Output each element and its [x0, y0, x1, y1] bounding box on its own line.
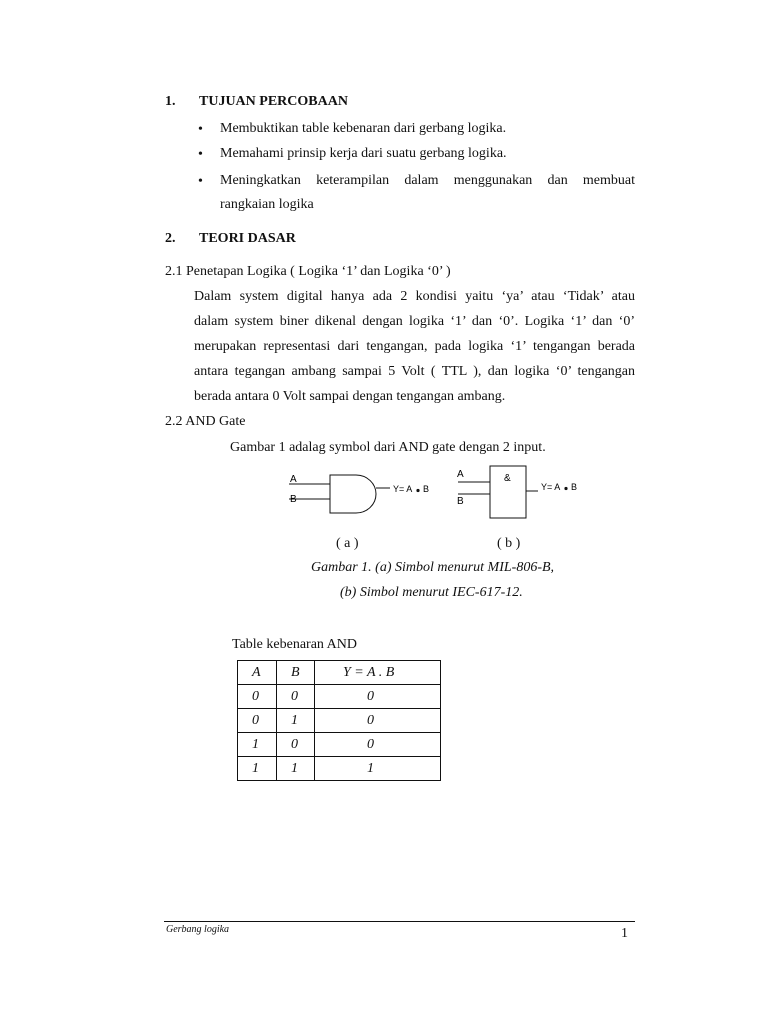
table-header-cell: B	[277, 661, 315, 685]
figure-label-b: ( b )	[497, 536, 521, 551]
truth-table	[237, 660, 441, 781]
objective-item-continuation: rangkaian logika	[220, 197, 314, 212]
figure-label-a: ( a )	[336, 536, 359, 551]
and-gate-mil-symbol	[289, 474, 429, 513]
footer-title: Gerbang logika	[166, 924, 230, 935]
table-row	[238, 733, 441, 757]
gate-b-and-symbol: &	[504, 473, 511, 484]
section-2-number: 2.	[165, 231, 176, 246]
objective-item: Meningkatkan keterampilan dalam menggunakan dan membuat	[220, 173, 635, 188]
paragraph-line: berada antara 0 Volt sampai dengan tengangan ambang.	[194, 389, 506, 404]
paragraph-line: dalam system biner dikenal dengan logika ‘1’ dan ‘0’. Logika ‘1’ dan ‘0’	[194, 314, 635, 329]
subsection-2-2-heading: 2.2 AND Gate	[165, 414, 246, 429]
table-row	[238, 709, 441, 733]
gate-a-output-b: B	[423, 484, 430, 494]
section-1-title: TUJUAN PERCOBAAN	[199, 94, 348, 109]
table-cell: 1	[238, 757, 277, 781]
gate-a-input-a: A	[290, 474, 297, 485]
table-header-row	[238, 661, 441, 685]
table-cell: 0	[238, 709, 277, 733]
objective-item: Membuktikan table kebenaran dari gerbang logika.	[220, 121, 507, 136]
and-gate-iec-symbol	[457, 466, 577, 518]
section-2-title: TEORI DASAR	[199, 231, 296, 246]
bullet-icon: •	[198, 147, 203, 162]
table-cell: 0	[315, 685, 441, 709]
gate-a-input-b: B	[290, 494, 297, 505]
figure-intro: Gambar 1 adalag symbol dari AND gate dengan 2 input.	[230, 440, 546, 455]
dot-icon	[564, 487, 567, 490]
table-cell: 1	[315, 757, 441, 781]
bullet-icon: •	[198, 174, 203, 189]
paragraph-line: merupakan representasi dari tengangan, pada logika ‘1’ tengangan berada	[194, 339, 635, 354]
table-cell: 0	[238, 685, 277, 709]
table-cell: 1	[277, 757, 315, 781]
gate-b-input-b: B	[457, 496, 464, 507]
objective-item: Memahami prinsip kerja dari suatu gerbang logika.	[220, 146, 507, 161]
table-cell: 1	[277, 709, 315, 733]
table-cell: 0	[277, 733, 315, 757]
gate-a-output: Y= A	[393, 484, 413, 494]
table-cell: 0	[315, 709, 441, 733]
gate-b-output-b: B	[571, 482, 578, 492]
footer-divider	[164, 921, 635, 922]
table-header-cell: Y = A . B	[315, 661, 441, 685]
table-cell: 0	[277, 685, 315, 709]
table-cell: 1	[238, 733, 277, 757]
bullet-icon: •	[198, 122, 203, 137]
figure-caption-line-2: (b) Simbol menurut IEC-617-12.	[340, 585, 523, 600]
and-gate-figure	[280, 462, 600, 524]
table-row	[238, 685, 441, 709]
figure-caption-line-1: Gambar 1. (a) Simbol menurut MIL-806-B,	[311, 560, 555, 575]
table-row	[238, 757, 441, 781]
gate-b-output: Y= A	[541, 482, 561, 492]
section-1-number: 1.	[165, 94, 176, 109]
table-cell: 0	[315, 733, 441, 757]
paragraph-line: antara tegangan ambang sampai 5 Volt ( TTL ), dan logika ‘0’ tengangan	[194, 364, 635, 379]
truth-table-title: Table kebenaran AND	[232, 637, 357, 652]
page-number: 1	[621, 926, 628, 941]
dot-icon	[416, 489, 419, 492]
subsection-2-1-heading: 2.1 Penetapan Logika ( Logika ‘1’ dan Logika ‘0’ )	[165, 264, 451, 279]
table-header-cell: A	[238, 661, 277, 685]
paragraph-line: Dalam system digital hanya ada 2 kondisi yaitu ‘ya’ atau ‘Tidak’ atau	[194, 289, 635, 304]
gate-b-input-a: A	[457, 469, 464, 480]
